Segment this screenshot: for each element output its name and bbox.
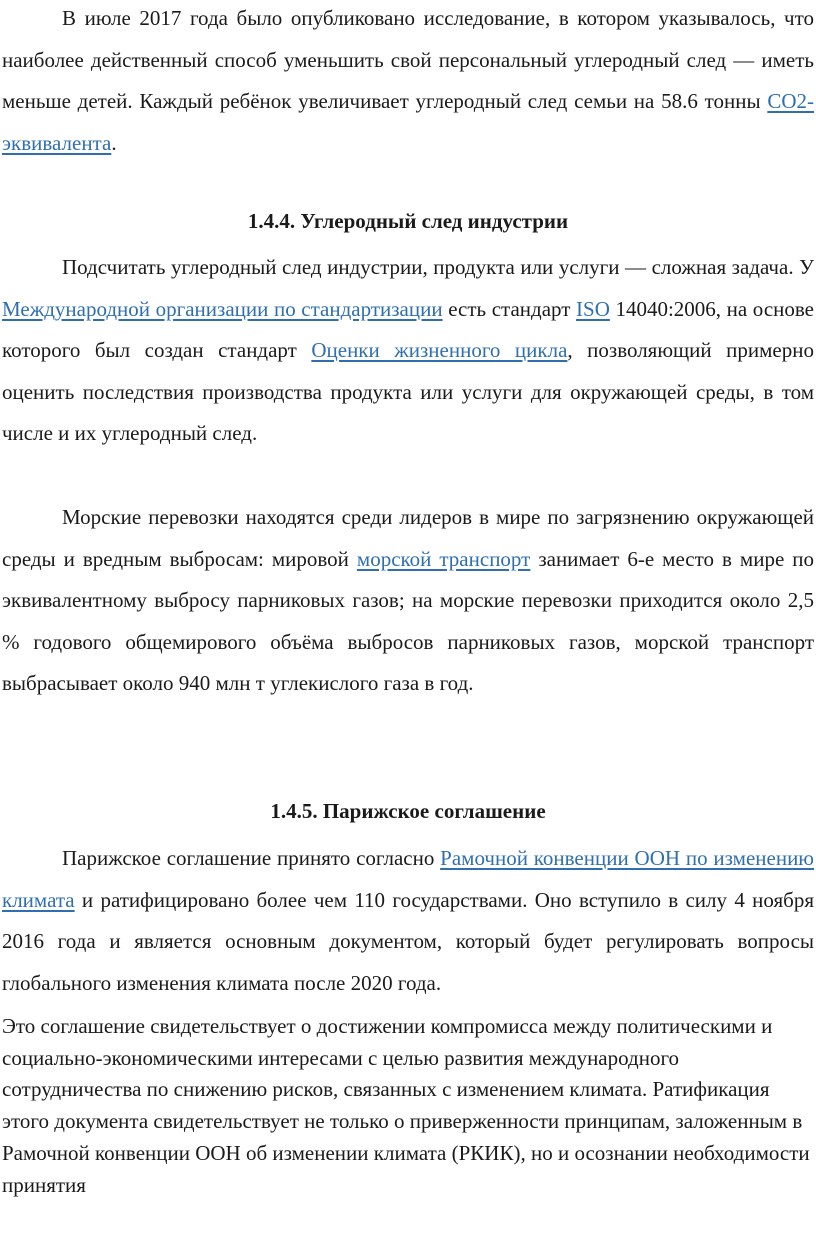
paragraph-maritime-transport [2,497,814,705]
paragraph-text: занимает 6-е место в мире по эквивалентному выбросу парниковых газов; на морские перевозки приходится около 2,5 % годового общемирового объёма выбросов парниковых газов, морской транспорт выбрасывает около 940 млн т углекислого газа в год. [2,546,814,696]
paragraph-text: , позволяющий примерно оценить последствия производства продукта или услуги для окружающей среды, в том числе и их углеродный след. [2,338,814,446]
paragraph-text: Парижское соглашение принято согласно [62,846,441,870]
paragraph-text: В июле 2017 года было опубликовано исследование, в котором указывалось, что наиболее действенный способ уменьшить свой персональный углеродный след — иметь меньше детей. Каждый ребёнок увеличивает углеродный след семьи на 58.6 тонны [2,6,814,114]
paragraph-family-footprint [2,0,814,164]
paragraph-text: Морские перевозки находятся среди лидеров в мире по загрязнению окружающей среды и вредным выбросам: мировой [2,505,814,571]
link-maritime-transport[interactable]: морской транспорт [356,546,531,571]
link-life-cycle-assessment[interactable]: Оценки жизненного цикла [311,338,568,363]
paragraph-text: и ратифицировано более чем 110 государствами. Оно вступило в силу 4 ноября 2016 года и является основным документом, который будет регулировать вопросы глобального изменения климата после 2020 года. [2,887,814,995]
paragraph-text: Подсчитать углеродный след индустрии, продукта или услуги — сложная задача. У [62,255,814,279]
paragraph-text: есть стандарт [442,296,577,321]
paragraph-text: 14040:2006, на основе которого был создан стандарт [2,296,815,363]
section-heading-paris-agreement: 1.4.5. Парижское соглашение [270,799,546,823]
section-heading-industry-footprint: 1.4.4. Углеродный след индустрии [247,209,569,233]
link-co2-equivalent[interactable]: CO2-эквивалента [2,89,814,155]
link-iso[interactable]: ISO [576,296,610,321]
paragraph-compromise: Это соглашение свидетельствует о достижении компромисса между политическими и социально-экономическими интересами с целью развития международного сотрудничества по снижению рисков, связанных с изменением климата. Ратификация этого документа свидетельствует не только о приверженности принципам, заложенным в Рамочной конвенции ООН об изменении климата (РКИК), но и осознании необходимости принятия [2,1014,810,1197]
link-unfccc[interactable]: Рамочной конвенции ООН по изменению климата [2,846,814,912]
link-iso-organization[interactable]: Международной организации по стандартизации [2,296,443,321]
paragraph-text: . [111,130,117,155]
paragraph-industry-footprint [2,247,814,455]
paragraph-paris-agreement [2,838,814,1004]
